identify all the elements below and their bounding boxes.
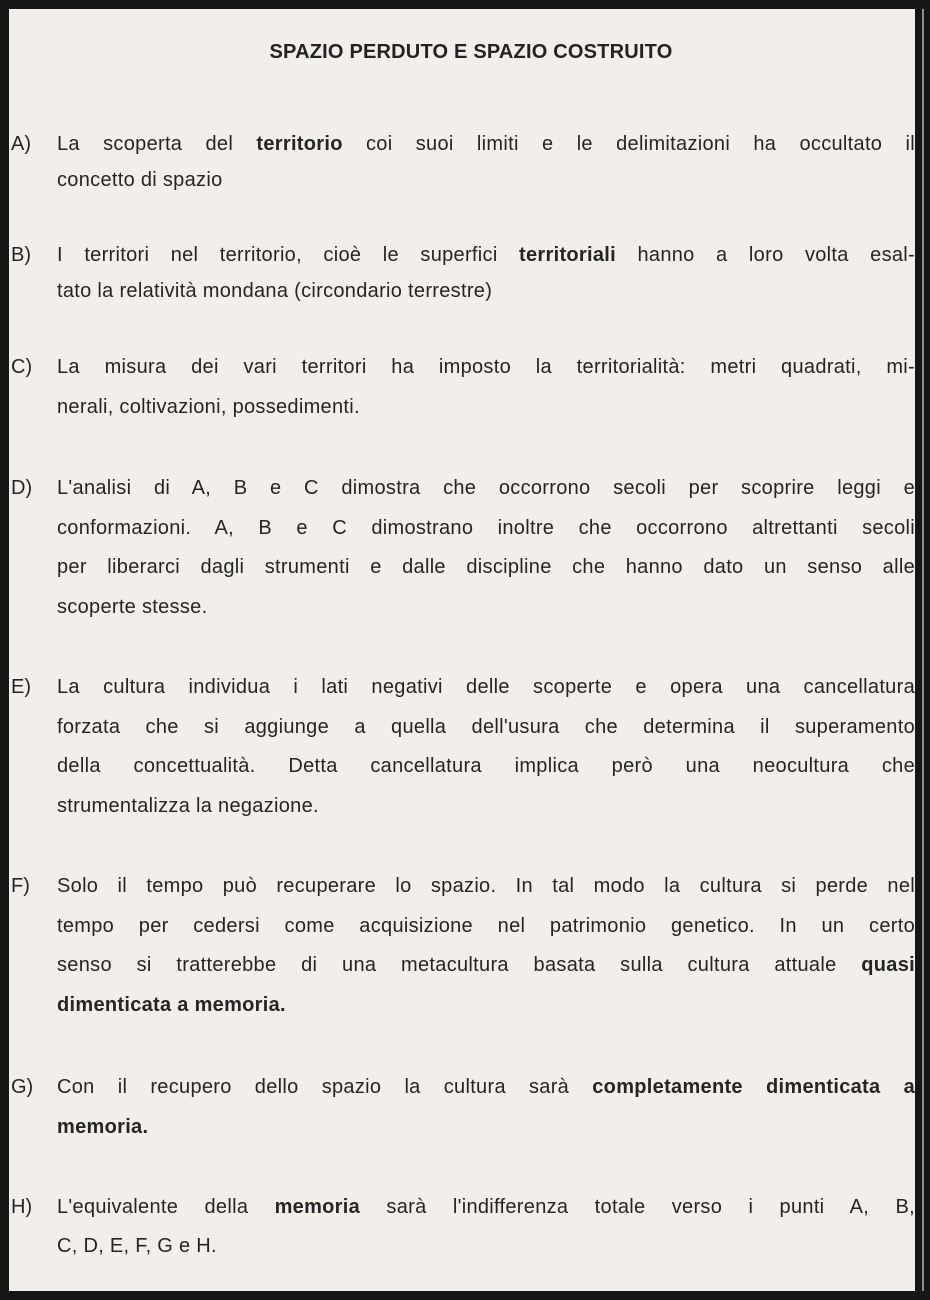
frame-edge	[922, 9, 924, 1291]
paragraph-line	[57, 994, 915, 1017]
bold-text: territoriali	[519, 244, 617, 266]
text-segment: tato la relatività mondana (circondario terrestre)	[57, 280, 493, 302]
paragraph-line	[57, 556, 915, 579]
text-segment: per liberarci dagli strumenti e dalle discipline che hanno dato un senso alle	[57, 556, 915, 578]
text-segment: strumentalizza la negazione.	[57, 794, 319, 817]
paragraph-label: D)	[11, 477, 33, 499]
bold-text: dimenticata a memoria.	[57, 993, 286, 1016]
paragraph-line	[57, 795, 915, 818]
text-segment: coi suoi limiti e le delimitazioni ha occultato il	[342, 133, 915, 155]
bold-text: quasi	[861, 954, 915, 976]
paragraph-line	[57, 1196, 915, 1219]
text-segment: La cultura individua i lati negativi delle scoperte e opera una cancellatura	[57, 676, 915, 698]
paragraph-line	[57, 244, 915, 267]
paragraph-line	[57, 676, 915, 699]
paragraph-line	[57, 915, 915, 938]
text-segment: sarà l'indifferenza totale verso i punti A, B,	[360, 1196, 915, 1218]
paragraph-line	[57, 716, 915, 739]
paragraph-label: E)	[11, 676, 31, 698]
text-segment: L'equivalente della	[57, 1196, 275, 1218]
text-segment: senso si tratterebbe di una metacultura basata sulla cultura attuale	[57, 954, 862, 976]
paragraph-line	[57, 1235, 915, 1258]
bold-text: memoria.	[57, 1116, 149, 1138]
text-segment: scoperte stesse.	[57, 595, 208, 618]
paragraph-label: A)	[11, 133, 31, 155]
paragraph-line	[57, 1076, 915, 1099]
paragraph-line	[57, 954, 915, 977]
text-segment: I territori nel territorio, cioè le superfici	[57, 244, 520, 266]
text-segment: L'analisi di A, B e C dimostra che occorrono secoli per scoprire leggi e	[57, 477, 915, 499]
paragraph-line	[57, 596, 915, 619]
bold-text: completamente dimenticata a	[592, 1076, 915, 1098]
paragraph-line	[57, 169, 915, 192]
text-segment: conformazioni. A, B e C dimostrano inoltre che occorrono altrettanti secoli	[57, 516, 915, 539]
text-segment: Con il recupero dello spazio la cultura sarà	[57, 1076, 593, 1098]
bold-text: memoria	[274, 1196, 361, 1218]
document-title: SPAZIO PERDUTO E SPAZIO COSTRUITO	[269, 41, 673, 63]
paragraph-line	[57, 280, 915, 303]
paragraph-label: B)	[11, 244, 31, 266]
text-segment: hanno a loro volta esal-	[616, 244, 915, 266]
paragraph-label: C)	[11, 356, 33, 378]
text-segment: nerali, coltivazioni, possedimenti.	[57, 396, 360, 418]
paragraph-line	[57, 1116, 915, 1139]
text-segment: tempo per cedersi come acquisizione nel patrimonio genetico. In un certo	[57, 914, 915, 937]
paragraph-line	[57, 477, 915, 500]
text-segment: Solo il tempo può recuperare lo spazio. In tal modo la cultura si perde nel	[57, 875, 915, 897]
paragraph-line	[57, 875, 915, 898]
paragraph-line	[57, 396, 915, 419]
paragraph-label: G)	[11, 1076, 34, 1098]
text-segment: C, D, E, F, G e H.	[57, 1235, 217, 1257]
paragraph-label: H)	[11, 1196, 33, 1218]
paragraph-line	[57, 133, 915, 156]
bold-text: territorio	[256, 133, 343, 155]
text-segment: della concettualità. Detta cancellatura implica però una neocultura che	[57, 755, 915, 777]
paragraph-line	[57, 755, 915, 778]
text-segment: La misura dei vari territori ha imposto la territorialità: metri quadrati, mi-	[57, 356, 915, 378]
text-segment: La scoperta del	[57, 133, 257, 155]
text-segment: concetto di spazio	[57, 169, 223, 191]
paragraph-line	[57, 356, 915, 379]
text-segment: forzata che si aggiunge a quella dell'usura che determina il superamento	[57, 715, 915, 738]
document-sheet	[9, 9, 915, 1291]
paragraph-label: F)	[11, 875, 30, 897]
paragraph-line	[57, 517, 915, 540]
